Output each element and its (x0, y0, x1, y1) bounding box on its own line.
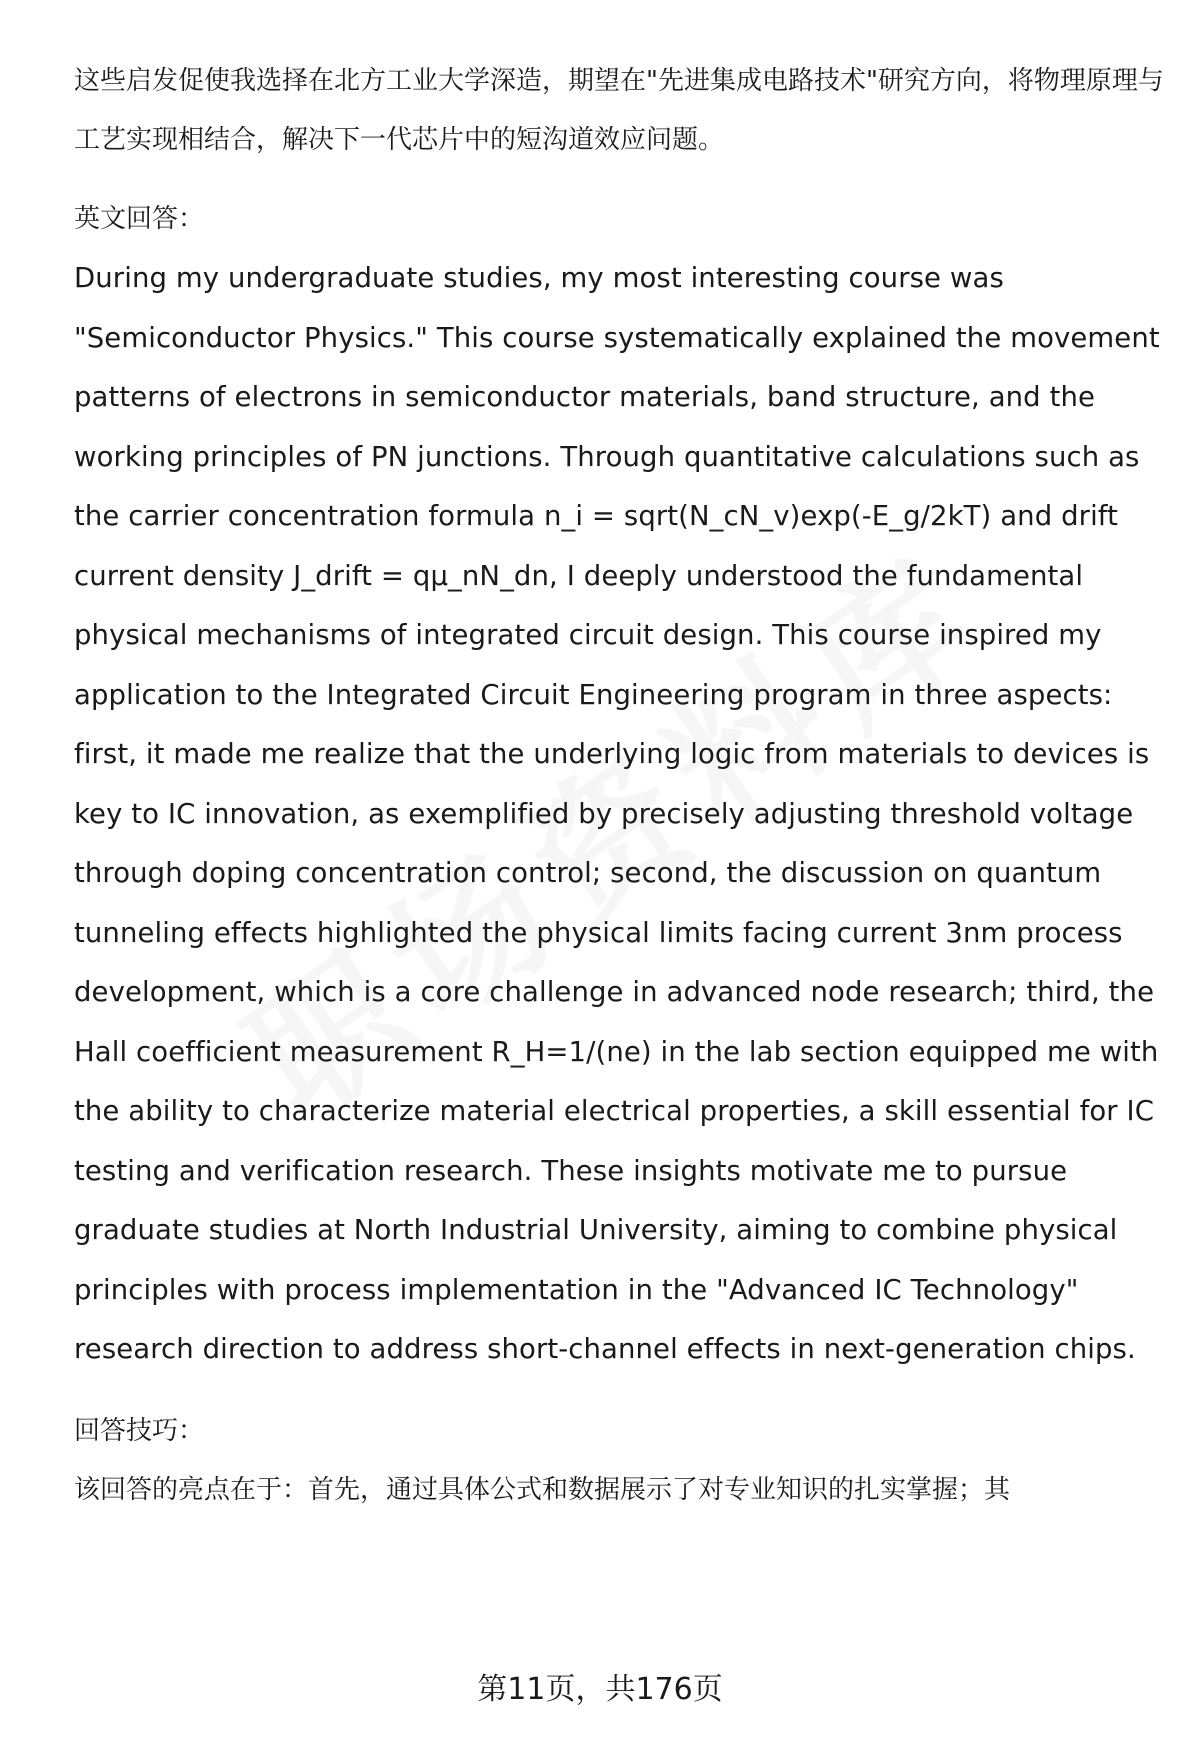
english-answer-label: 英文回答： (74, 204, 205, 234)
english-answer-paragraph: During my undergraduate studies, my most interesting course was "Semiconductor Physics." This course systematically explained the movement patterns of electrons in semiconductor materials, band structure, and the working principles of PN junctions. Through quantitative calculations such as the carrier concentration formula n_i = sqrt(N_cN_v)exp(-E_g/2kT) and drift current density J_drift = qμ_nN_dn, I deeply understood the fundamental physical mechanisms of integrated circuit design. This course inspired my application to the Integrated Circuit Engineering program in three aspects: first, it made me realize that the underlying logic from materials to devices is key to IC innovation, as exemplified by precisely adjusting threshold voltage through doping concentration control; second, the discussion on quantum tunneling effects highlighted the physical limits facing current 3nm process development, which is a core challenge in advanced node research; third, the Hall coefficient measurement R_H=1/(ne) in the lab section equipped me with the ability to characterize material electrical properties, a skill essential for IC testing and verification research. These insights motivate me to pursue graduate studies at North Industrial University, aiming to combine physical principles with process implementation in the "Advanced IC Technology" research direction to address short-channel effects in next-generation chips. (74, 262, 1160, 1365)
tips-paragraph: 该回答的亮点在于：首先，通过具体公式和数据展示了对专业知识的扎实掌握；其 (74, 1474, 1011, 1505)
intro-paragraph-cn: 这些启发促使我选择在北方工业大学深造，期望在"先进集成电路技术"研究方向，将物理原理与工艺实现相结合，解决下一代芯片中的短沟道效应问题。 (74, 66, 1164, 155)
document-page (74, 52, 1164, 1520)
page-footer: 第11页，共176页 (477, 1672, 723, 1707)
tips-label: 回答技巧： (74, 1415, 205, 1446)
